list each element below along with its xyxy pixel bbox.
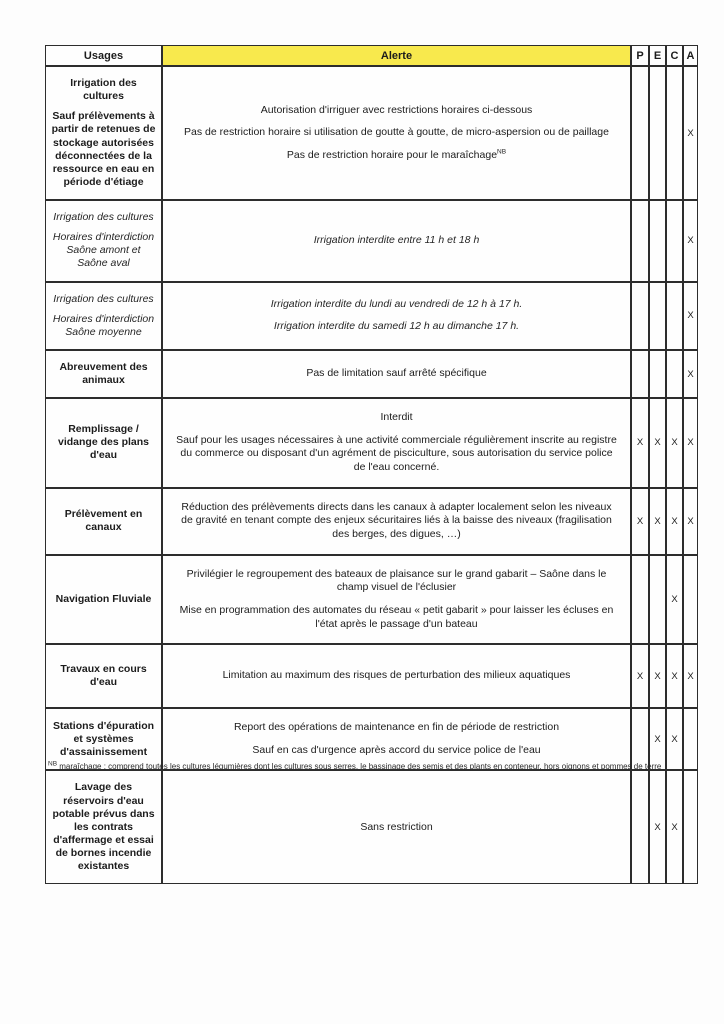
mark-cell-c: X — [666, 770, 683, 884]
mark-cell-p — [631, 770, 649, 884]
mark-cell-p: X — [631, 488, 649, 555]
usage-cell — [45, 770, 162, 884]
usage-cell — [45, 350, 162, 398]
table-row — [45, 488, 698, 555]
table-row — [45, 66, 698, 200]
alerte-line: Réduction des prélèvements directs dans les canaux à adapter localement selon les niveaux de gravité en tenant compte des enjeux sécuritaires liés à la baisse des niveaux (fragilisation des berges, des digues, …) — [181, 500, 612, 540]
alerte-line: Limitation au maximum des risques de perturbation des milieux aquatiques — [222, 669, 571, 682]
header-col-c: C — [666, 45, 683, 66]
usage-line: Abreuvement des animaux — [59, 360, 148, 386]
mark-cell-c: X — [666, 555, 683, 645]
usage-cell — [45, 66, 162, 200]
header-row — [45, 45, 698, 66]
table-row — [45, 555, 698, 645]
mark-cell-a: X — [683, 398, 698, 488]
alerte-line: Irrigation interdite du samedi 12 h au dimanche 17 h. — [273, 320, 520, 333]
usage-line: Stations d'épuration et systèmes d'assainissement — [52, 719, 155, 758]
usage-cell — [45, 200, 162, 282]
mark-cell-c — [666, 66, 683, 200]
mark-cell-e — [649, 555, 666, 645]
mark-cell-p: X — [631, 398, 649, 488]
mark-cell-e: X — [649, 398, 666, 488]
mark-cell-p — [631, 66, 649, 200]
usage-line: Travaux en cours d'eau — [60, 663, 147, 689]
alerte-cell — [162, 770, 631, 884]
mark-cell-p: X — [631, 644, 649, 708]
alerte-line: Mise en programmation des automates du réseau « petit gabarit » pour laisser les écluses en l'état après le passage d'un bateau — [179, 603, 614, 630]
mark-cell-e: X — [649, 644, 666, 708]
mark-cell-a: X — [683, 488, 698, 555]
mark-cell-p — [631, 200, 649, 282]
mark-cell-c — [666, 200, 683, 282]
mark-cell-p — [631, 282, 649, 350]
alerte-cell — [162, 200, 631, 282]
alerte-line: Pas de restriction horaire pour le maraîchage$^{NB}$ — [286, 148, 507, 161]
table-row — [45, 200, 698, 282]
mark-cell-a: X — [683, 66, 698, 200]
mark-cell-a: X — [683, 200, 698, 282]
mark-cell-a — [683, 555, 698, 645]
table-row — [45, 350, 698, 398]
mark-cell-a: X — [683, 644, 698, 708]
usage-line: Navigation Fluviale — [55, 592, 152, 605]
mark-cell-e — [649, 200, 666, 282]
mark-cell-e: X — [649, 708, 666, 770]
table-row — [45, 770, 698, 884]
alerte-line: Sauf en cas d'urgence après accord du service police de l'eau — [252, 743, 541, 756]
footnote: $^{NB}$ maraîchage : comprend toutes les cultures légumières dont les cultures sous serres, le bassinage des semis et des plants en conteneur, hors oignons et pommes de terre — [48, 760, 662, 771]
alerte-line: Irrigation interdite du lundi au vendredi de 12 h à 17 h. — [270, 297, 523, 310]
alerte-line: Pas de restriction horaire si utilisation de goutte à goutte, de micro-aspersion ou de paillage — [184, 126, 609, 139]
header-usages: Usages — [45, 45, 162, 66]
alerte-cell — [162, 555, 631, 645]
usage-line: Horaires d'interdiction Saône amont et Saône aval — [52, 231, 155, 270]
mark-cell-c — [666, 282, 683, 350]
usage-cell — [45, 488, 162, 555]
header-alerte: Alerte — [162, 45, 631, 66]
mark-cell-c — [666, 350, 683, 398]
alerte-line: Sauf pour les usages nécessaires à une activité commerciale régulièrement inscrite au registre du commerce ou disposant d'un agrément de pisciculture, sous autorisation du service police de l'eau concerné. — [176, 433, 617, 474]
table-row — [45, 398, 698, 488]
water-usage-restrictions-table — [45, 45, 698, 884]
mark-cell-e: X — [649, 770, 666, 884]
usage-cell — [45, 282, 162, 350]
usage-line: Irrigation des cultures — [53, 292, 154, 305]
footnote-marker: NB — [48, 760, 58, 768]
usage-cell — [45, 644, 162, 708]
usage-line: Horaires d'interdiction Saône moyenne — [52, 312, 155, 338]
mark-cell-e — [649, 282, 666, 350]
alerte-line: Interdit — [380, 411, 413, 424]
alerte-line: Pas de limitation sauf arrêté spécifique — [306, 367, 487, 380]
mark-cell-c: X — [666, 708, 683, 770]
alerte-cell — [162, 644, 631, 708]
footnote-reference: NB — [497, 148, 507, 156]
mark-cell-a — [683, 770, 698, 884]
mark-cell-e: X — [649, 488, 666, 555]
alerte-line: Report des opérations de maintenance en fin de période de restriction — [233, 721, 560, 734]
mark-cell-c: X — [666, 488, 683, 555]
header-col-p: P — [631, 45, 649, 66]
mark-cell-c: X — [666, 644, 683, 708]
table-row — [45, 282, 698, 350]
usage-line: Sauf prélèvements à partir de retenues de stockage autorisées déconnectées de la ressource en eau en période d'étiage — [51, 110, 156, 188]
alerte-cell — [162, 282, 631, 350]
usage-line: Irrigation des cultures — [70, 77, 137, 103]
usage-cell — [45, 555, 162, 645]
usage-line: Prélèvement en canaux — [64, 508, 143, 534]
usage-line: Lavage des réservoirs d'eau potable prévus dans les contrats d'affermage et essai de bornes incendie existantes — [52, 781, 155, 873]
alerte-line: Privilégier le regroupement des bateaux de plaisance sur le grand gabarit – Saône dans le champ visuel de l'éclusier — [186, 567, 607, 594]
alerte-cell — [162, 350, 631, 398]
mark-cell-a: X — [683, 350, 698, 398]
alerte-line: Irrigation interdite entre 11 h et 18 h — [313, 233, 480, 246]
alerte-line: Autorisation d'irriguer avec restrictions horaires ci-dessous — [260, 103, 533, 116]
mark-cell-p — [631, 555, 649, 645]
mark-cell-p — [631, 350, 649, 398]
header-col-e: E — [649, 45, 666, 66]
header-col-a: A — [683, 45, 698, 66]
usage-line: Remplissage / vidange des plans d'eau — [57, 423, 150, 462]
mark-cell-e — [649, 350, 666, 398]
alerte-cell — [162, 488, 631, 555]
alerte-line: Sans restriction — [360, 820, 433, 833]
usage-line: Irrigation des cultures — [53, 211, 154, 223]
mark-cell-a: X — [683, 282, 698, 350]
alerte-cell — [162, 66, 631, 200]
usage-cell — [45, 398, 162, 488]
mark-cell-e — [649, 66, 666, 200]
table-row — [45, 644, 698, 708]
alerte-cell — [162, 398, 631, 488]
mark-cell-c: X — [666, 398, 683, 488]
